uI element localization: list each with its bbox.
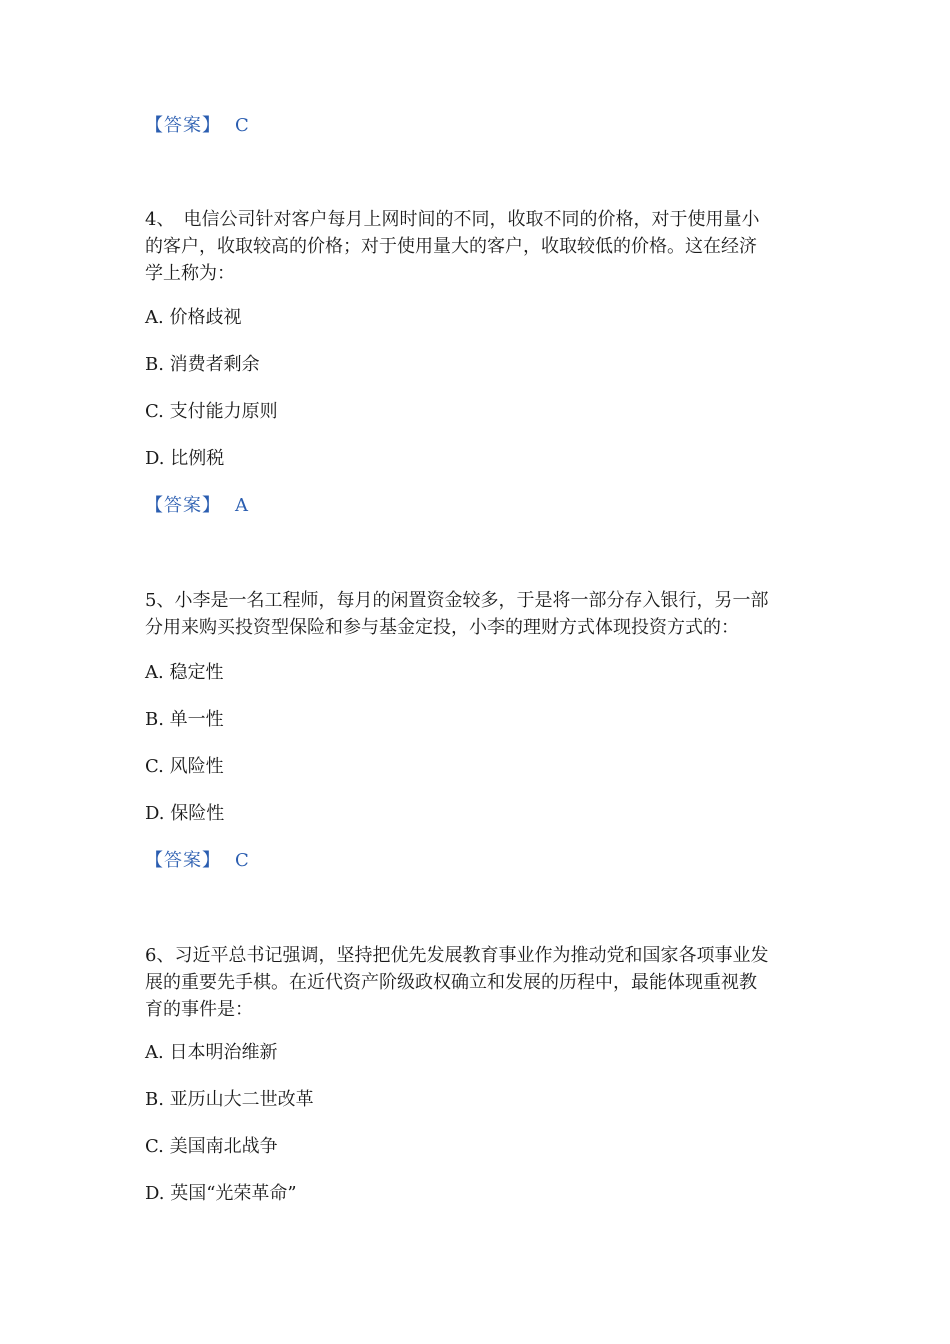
question-4-text-line-1: 4、 电信公司针对客户每月上网时间的不同，收取不同的价格，对于使用量小 [145,209,760,230]
answer-q3 [145,113,249,139]
question-4-text-line-3: 学上称为： [145,263,235,284]
question-5-option-d: D. 保险性 [145,803,225,824]
question-4-text-line-2: 的客户，收取较高的价格；对于使用量大的客户，收取较低的价格。这在经济 [145,236,757,257]
question-4-option-b: B. 消费者剩余 [145,354,260,375]
question-4-option-a: A. 价格歧视 [145,307,242,328]
question-6-option-b: B. 亚历山大二世改革 [145,1089,314,1110]
question-5-option-c: C. 风险性 [145,756,224,777]
question-5-text-line-1: 5、小李是一名工程师，每月的闲置资金较多，于是将一部分存入银行，另一部 [145,590,769,611]
question-6-option-c: C. 美国南北战争 [145,1136,278,1157]
answer-value: C [235,850,249,871]
question-4-option-c: C. 支付能力原则 [145,401,278,422]
question-6-text-line-2: 展的重要先手棋。在近代资产阶级政权确立和发展的历程中，最能体现重视教 [145,972,757,993]
question-4-option-d: D. 比例税 [145,448,225,469]
question-6-text-line-3: 育的事件是： [145,999,253,1020]
question-5-text-line-2: 分用来购买投资型保险和参与基金定投，小李的理财方式体现投资方式的： [145,617,739,638]
answer-value: C [235,115,249,136]
answer-label: 【答案】 [145,495,221,516]
answer-q4 [145,493,248,519]
question-6-option-a: A. 日本明治维新 [145,1042,278,1063]
answer-value: A [235,495,248,516]
question-6-option-d: D. 英国“光荣革命” [145,1183,297,1204]
question-5-option-b: B. 单一性 [145,709,224,730]
question-5-option-a: A. 稳定性 [145,662,224,683]
answer-label: 【答案】 [145,115,221,136]
question-6-text-line-1: 6、习近平总书记强调，坚持把优先发展教育事业作为推动党和国家各项事业发 [145,945,769,966]
answer-q5 [145,848,249,874]
answer-label: 【答案】 [145,850,221,871]
